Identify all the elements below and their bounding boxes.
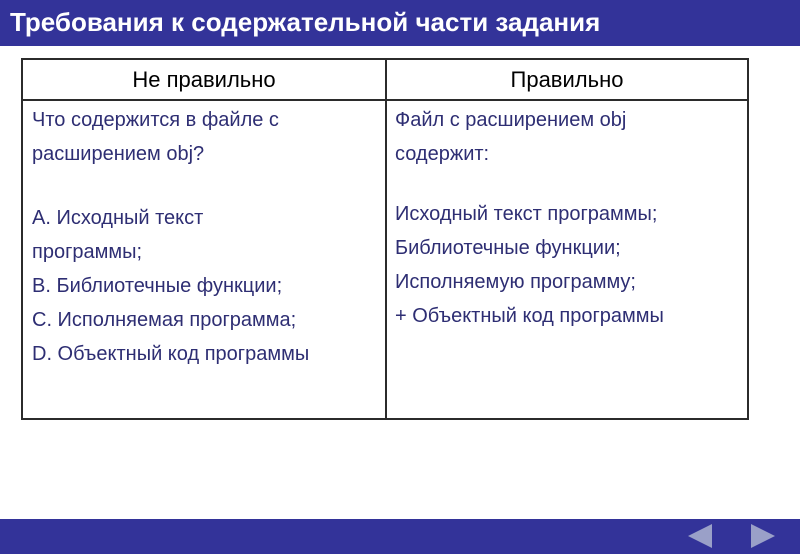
right-option: Библиотечные функции;: [395, 237, 621, 259]
wrong-option: А. Исходный текст: [32, 207, 204, 229]
wrong-question-line: расширением obj?: [32, 143, 205, 165]
header-right: Правильно: [510, 66, 624, 92]
cell-right: [395, 103, 745, 333]
header-wrong: Не правильно: [132, 66, 276, 92]
bottom-bar: [0, 519, 800, 554]
next-slide-button[interactable]: [746, 521, 780, 551]
wrong-option: программы;: [32, 241, 143, 263]
wrong-option: C. Исполняемая программа;: [32, 309, 297, 331]
right-option: Исходный текст программы;: [395, 203, 658, 225]
column-divider: [385, 60, 387, 418]
wrong-option: D. Объектный код программы: [32, 343, 310, 365]
triangle-left-icon: [686, 523, 714, 549]
cell-wrong: [32, 103, 380, 371]
comparison-table: [21, 58, 749, 420]
right-option: + Объектный код программы: [395, 305, 664, 327]
wrong-option: B. Библиотечные функции;: [32, 275, 283, 297]
right-option: Исполняемую программу;: [395, 271, 636, 293]
table-header-row: [23, 60, 747, 101]
right-question-line: содержит:: [395, 143, 490, 165]
right-question-line: Файл с расширением obj: [395, 109, 627, 131]
wrong-question-line: Что содержится в файле с: [32, 109, 279, 131]
slide-title: Требования к содержательной части задания: [10, 7, 601, 37]
triangle-right-icon: [749, 523, 777, 549]
prev-slide-button[interactable]: [683, 521, 717, 551]
title-bar: [0, 0, 800, 46]
